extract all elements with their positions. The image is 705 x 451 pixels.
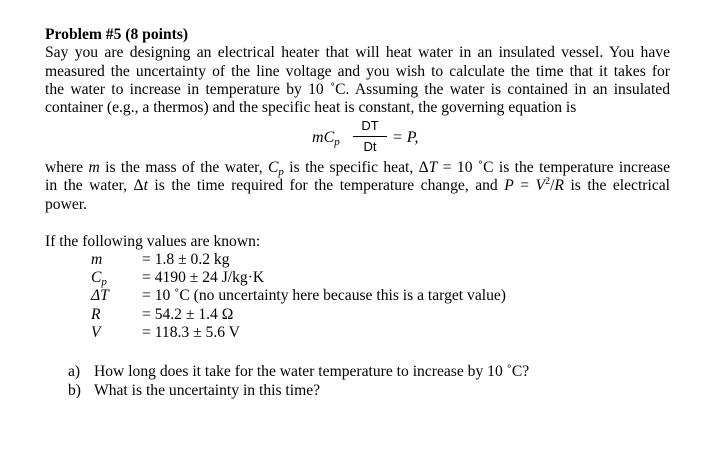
eq-rhs: = P, (392, 129, 419, 146)
question-b: b) What is the uncertainty in this time? (68, 382, 321, 399)
intro-line: the water to increase in temperature by 10 ˚C. Assuming the water is contained in an insulated (45, 81, 670, 98)
question-a: a) How long does it take for the water temperature to increase by 10 ˚C? (68, 363, 530, 380)
intro-line: container (e.g., a thermos) and the specific heat is constant, the governing equation is (45, 99, 577, 116)
eq-denominator: Dt (363, 139, 377, 154)
intro-line: Say you are designing an electrical heater that will heat water in an insulated vessel. You have (45, 44, 670, 61)
eq-m: m (312, 129, 324, 146)
known-row-v: V = 118.3 ± 5.6 V (91, 324, 240, 341)
eq-numerator: DT (361, 118, 379, 133)
where-line-1: where m is the mass of the water, $C_p$ is the specific heat, ΔT = 10 ˚C is the temperature increase (45, 159, 670, 178)
fraction-bar (353, 136, 387, 137)
where-line-2: in the water, Δt is the time required for the temperature change, and $P = V^2/R$ is the electrical (45, 176, 671, 194)
where-line-3: power. (45, 196, 88, 213)
known-row-m: m = 1.8 ± 0.2 kg (91, 251, 230, 268)
known-row-cp: $C_p = 4190 \pm 24$ J/kg·K (91, 269, 265, 288)
problem-title: Problem #5 (8 points) (45, 26, 189, 43)
eq-fraction (353, 118, 387, 155)
eq-C: C (323, 129, 335, 146)
known-row-dt: ΔT = 10 ˚C (no uncertainty here because this is a target value) (91, 287, 507, 304)
intro-line: measured the uncertainty of the line voltage and you wish to calculate the time that it takes for (45, 63, 670, 80)
known-intro: If the following values are known: (45, 233, 261, 250)
eq-sub-p: p (334, 136, 340, 148)
known-row-r: R = 54.2 ± 1.4 Ω (91, 306, 234, 323)
